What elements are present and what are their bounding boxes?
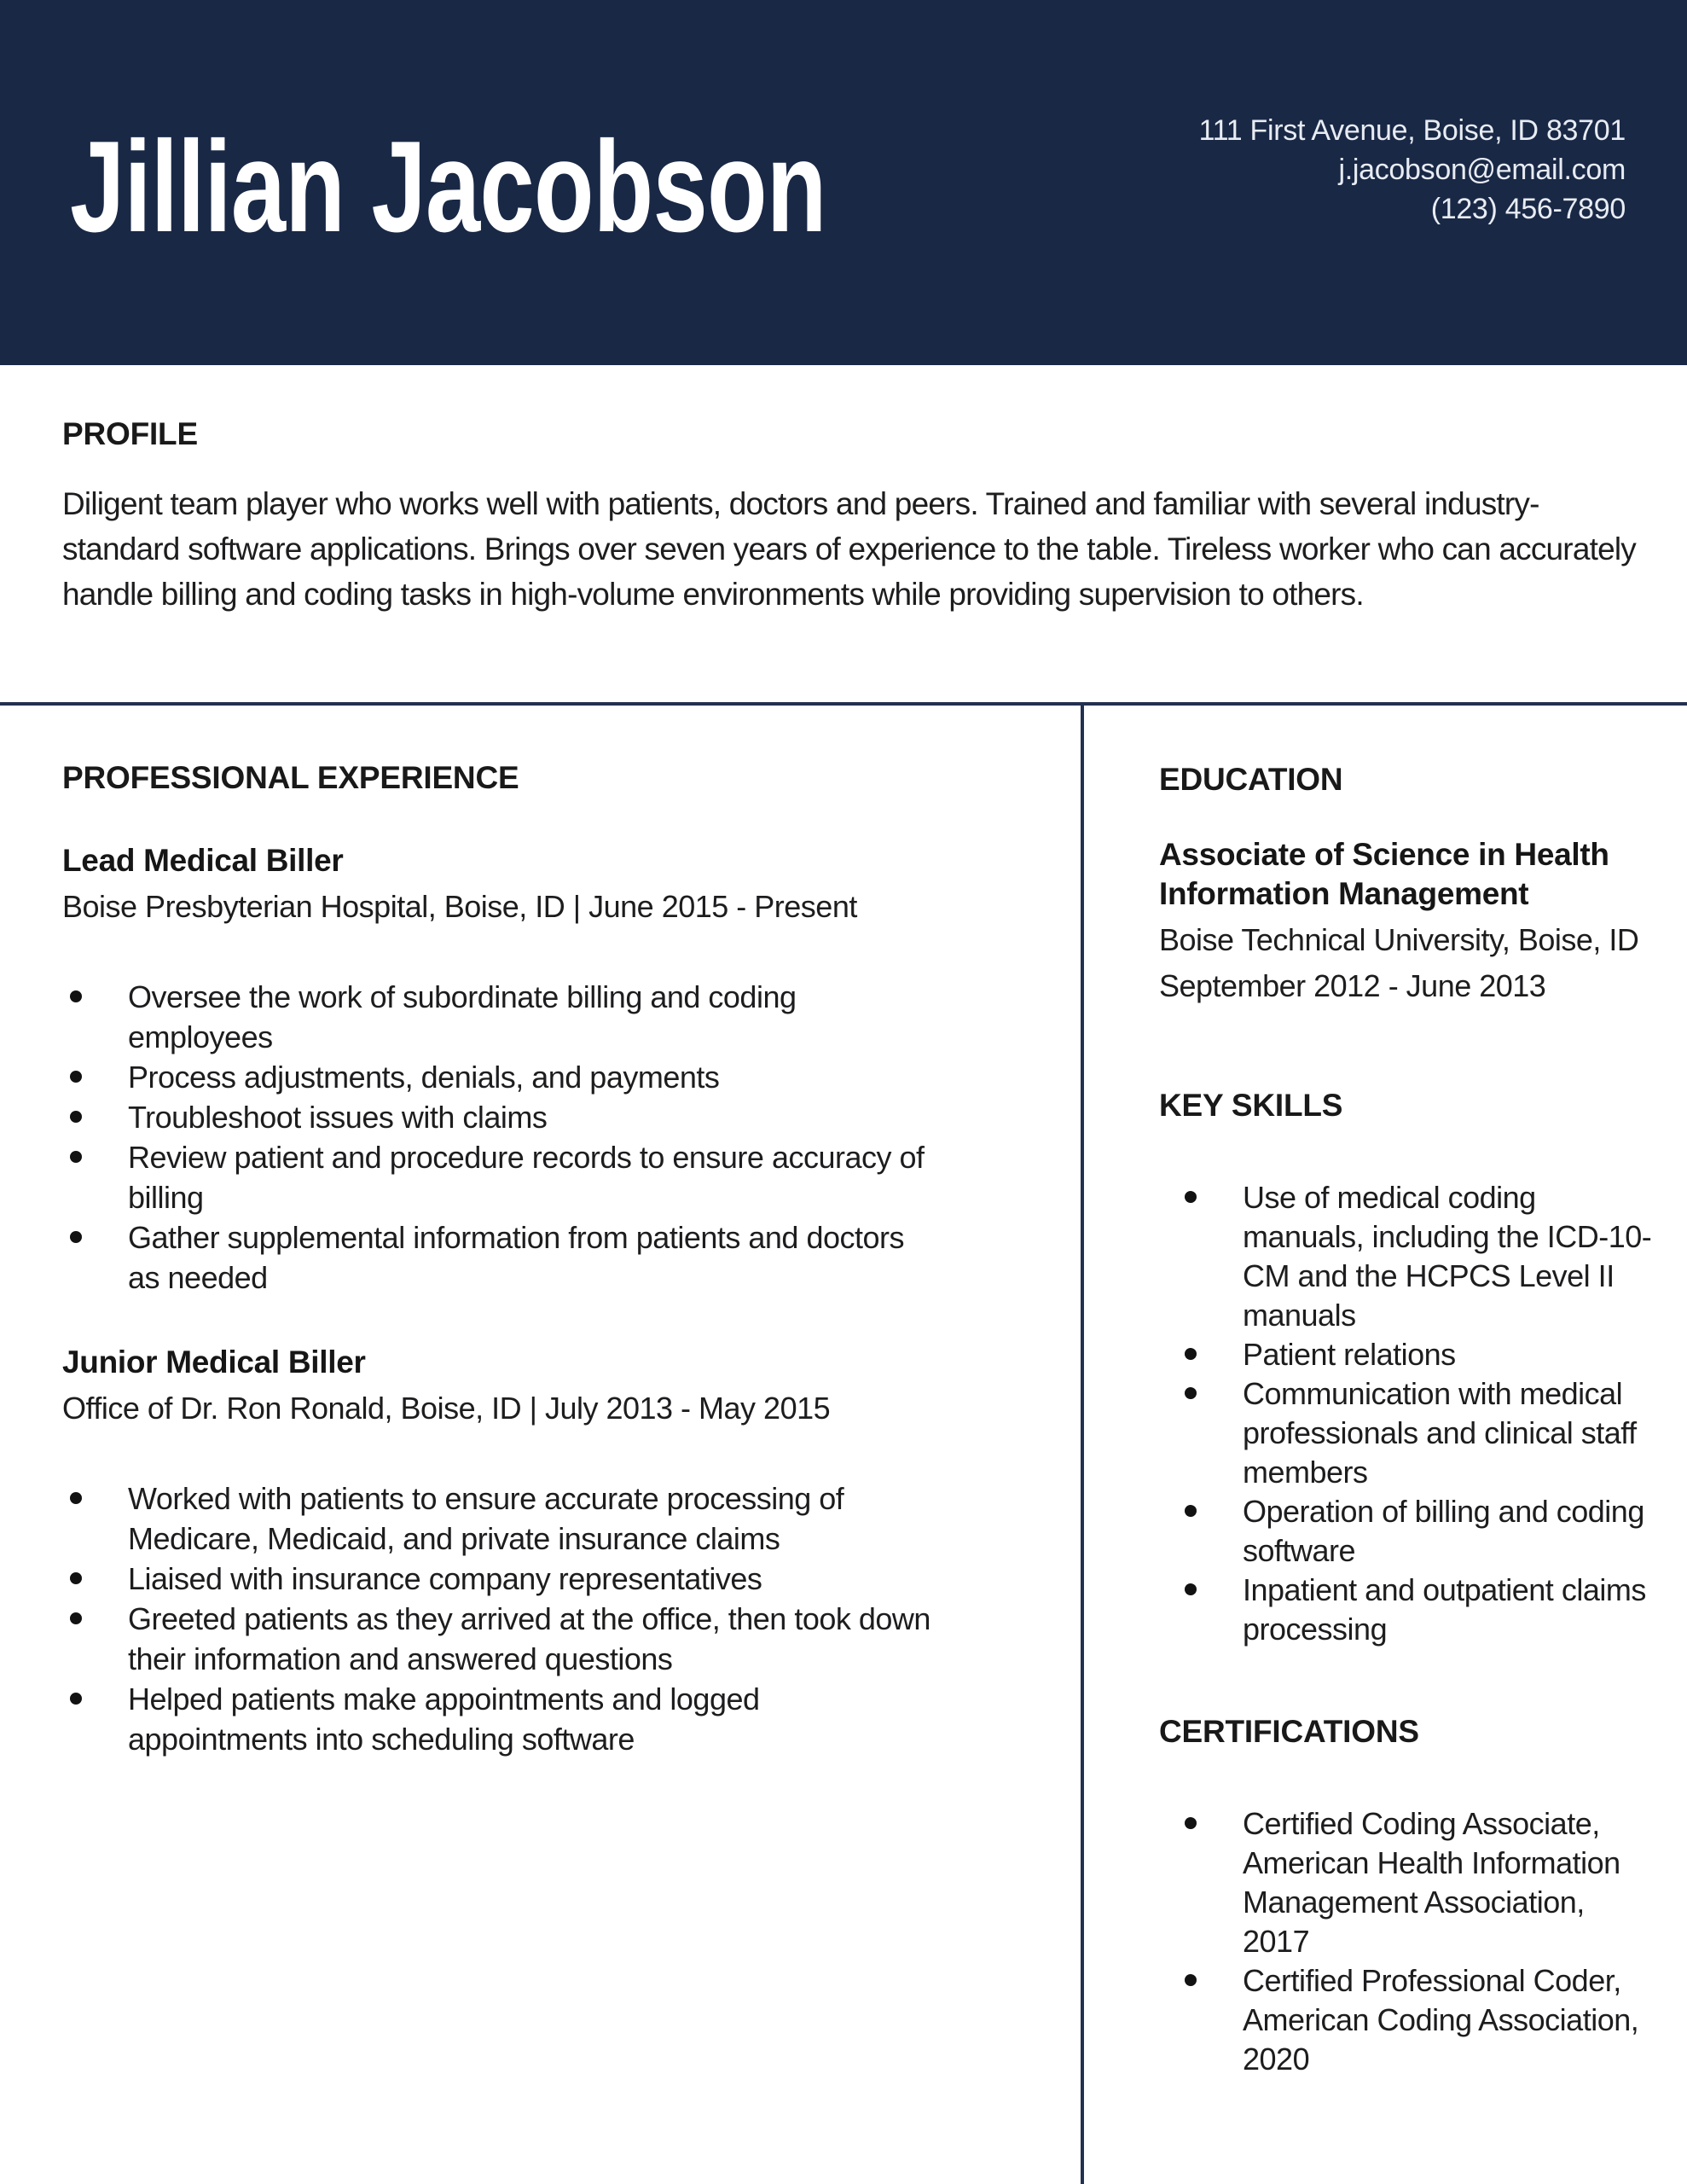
bullet-icon bbox=[70, 1492, 82, 1504]
bullet-icon bbox=[1185, 1505, 1197, 1517]
bullet-icon bbox=[70, 1111, 82, 1123]
bullet-item bbox=[62, 1478, 940, 1559]
bullet-icon bbox=[1185, 1583, 1197, 1595]
job-entry-lead-medical-biller bbox=[62, 844, 940, 1298]
job-title: Junior Medical Biller bbox=[62, 1345, 366, 1380]
bullet-icon bbox=[70, 1612, 82, 1624]
bullet-text: Helped patients make appointments and logged appointments into scheduling software bbox=[128, 1682, 760, 1757]
bullet-item bbox=[62, 1097, 940, 1137]
bullet-item bbox=[62, 1217, 940, 1298]
bullet-icon bbox=[70, 990, 82, 1002]
bullet-item bbox=[62, 1559, 940, 1599]
skill-item bbox=[1159, 1571, 1653, 1649]
contact-info bbox=[1199, 111, 1626, 229]
bullet-item bbox=[62, 1137, 940, 1217]
bullet-icon bbox=[70, 1151, 82, 1163]
bullet-item bbox=[62, 977, 940, 1057]
bullet-icon bbox=[1185, 1348, 1197, 1360]
bullet-text: Liaised with insurance company representatives bbox=[128, 1561, 762, 1596]
experience-heading: PROFESSIONAL EXPERIENCE bbox=[62, 760, 519, 795]
education-heading: EDUCATION bbox=[1159, 762, 1343, 797]
job-entry-junior-medical-biller bbox=[62, 1345, 940, 1759]
education-entry bbox=[1159, 835, 1653, 1006]
certification-item bbox=[1159, 1804, 1653, 1961]
skill-item bbox=[1159, 1178, 1653, 1335]
bullet-text: Process adjustments, denials, and payments bbox=[128, 1060, 720, 1095]
job-title: Lead Medical Biller bbox=[62, 843, 344, 878]
bullet-icon bbox=[1185, 1974, 1197, 1986]
certification-text: Certified Coding Associate, American Health Information Management Association, 2017 bbox=[1243, 1806, 1620, 1959]
skill-item bbox=[1159, 1492, 1653, 1571]
contact-address: 111 First Avenue, Boise, ID 83701 bbox=[1198, 114, 1626, 147]
bullet-text: Gather supplemental information from patients and doctors as needed bbox=[128, 1220, 904, 1295]
person-name: Jillian Jacobson bbox=[70, 113, 826, 259]
header bbox=[0, 0, 1687, 365]
skill-text: Operation of billing and coding software bbox=[1243, 1494, 1644, 1568]
bullet-item bbox=[62, 1599, 940, 1679]
certifications-heading: CERTIFICATIONS bbox=[1159, 1714, 1419, 1749]
skill-text: Inpatient and outpatient claims processing bbox=[1243, 1572, 1646, 1647]
bullet-text: Troubleshoot issues with claims bbox=[128, 1100, 548, 1135]
skill-text: Use of medical coding manuals, including the ICD-10-CM and the HCPCS Level II manuals bbox=[1243, 1180, 1652, 1333]
job-bullet-list bbox=[62, 1478, 940, 1759]
skill-text: Communication with medical professionals and clinical staff members bbox=[1243, 1376, 1637, 1490]
bullet-text: Greeted patients as they arrived at the office, then took down their information and answered questions bbox=[128, 1601, 930, 1676]
certification-item bbox=[1159, 1961, 1653, 2079]
certification-text: Certified Professional Coder, American Coding Association, 2020 bbox=[1243, 1963, 1639, 2077]
skill-item bbox=[1159, 1374, 1653, 1492]
bullet-icon bbox=[1185, 1387, 1197, 1399]
bullet-text: Review patient and procedure records to ensure accuracy of billing bbox=[128, 1140, 925, 1215]
bullet-item bbox=[62, 1057, 940, 1097]
certifications-list bbox=[1159, 1804, 1653, 2079]
job-meta: Boise Presbyterian Hospital, Boise, ID | June 2015 - Present bbox=[62, 889, 857, 924]
bullet-item bbox=[62, 1679, 940, 1759]
skill-item bbox=[1159, 1335, 1653, 1374]
experience-column bbox=[0, 706, 1081, 2184]
bullet-icon bbox=[1185, 1817, 1197, 1829]
job-bullet-list bbox=[62, 977, 940, 1298]
education-dates: September 2012 - June 2013 bbox=[1159, 968, 1546, 1003]
bullet-icon bbox=[70, 1231, 82, 1243]
bullet-icon bbox=[70, 1572, 82, 1584]
profile-text: Diligent team player who works well with patients, doctors and peers. Trained and familiar with several industry-standard software applications. Brings over seven years of experience to the table. Tireless worker who can accurately handle billing and coding tasks in high-volume environments while providing supervision to others. bbox=[62, 486, 1636, 612]
bullet-text: Worked with patients to ensure accurate processing of Medicare, Medicaid, and private insurance claims bbox=[128, 1481, 844, 1556]
contact-email: j.jacobson@email.com bbox=[1338, 154, 1626, 186]
sidebar-column bbox=[1081, 706, 1687, 2184]
degree-title: Associate of Science in Health Information Management bbox=[1159, 837, 1609, 911]
skill-text: Patient relations bbox=[1243, 1337, 1456, 1372]
profile-section bbox=[62, 416, 1640, 617]
bullet-icon bbox=[70, 1071, 82, 1083]
key-skills-heading: KEY SKILLS bbox=[1159, 1088, 1343, 1123]
job-meta: Office of Dr. Ron Ronald, Boise, ID | July 2013 - May 2015 bbox=[62, 1391, 831, 1426]
school-name: Boise Technical University, Boise, ID bbox=[1159, 922, 1639, 957]
bullet-text: Oversee the work of subordinate billing and coding employees bbox=[128, 979, 797, 1054]
columns-container bbox=[0, 706, 1687, 2184]
profile-heading: PROFILE bbox=[62, 416, 198, 451]
skills-list bbox=[1159, 1178, 1653, 1649]
contact-phone: (123) 456-7890 bbox=[1430, 193, 1626, 225]
bullet-icon bbox=[70, 1693, 82, 1705]
bullet-icon bbox=[1185, 1191, 1197, 1203]
